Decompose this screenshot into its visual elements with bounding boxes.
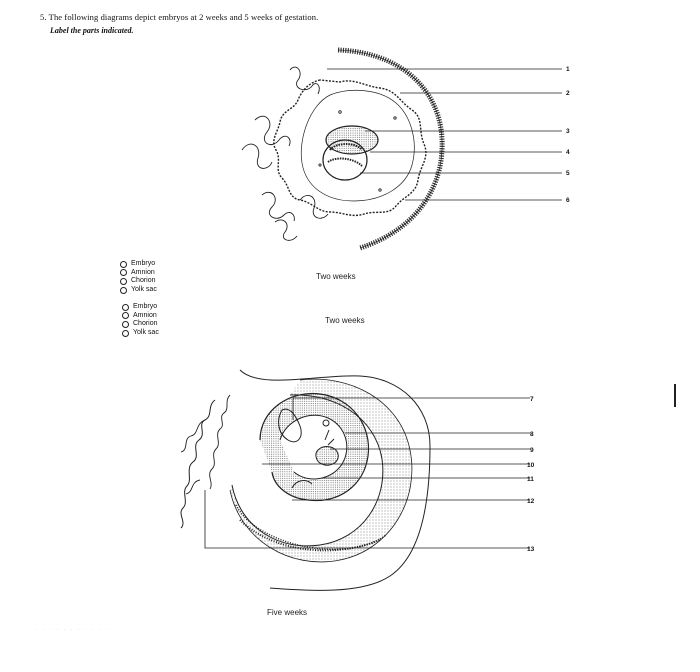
five-weeks-caption: Five weeks — [267, 608, 308, 617]
two-weeks-caption: Two weeks — [316, 272, 356, 281]
label-4: 4 — [566, 149, 570, 156]
label-2: 2 — [566, 90, 570, 97]
option-chorion[interactable]: Chorion — [120, 277, 157, 286]
option-embryo[interactable]: Embryo — [122, 303, 159, 312]
option-amnion[interactable]: Amnion — [120, 269, 157, 278]
label-9: 9 — [530, 447, 534, 454]
footer-text: · · · · · · · · · · · — [36, 628, 109, 633]
label-11: 11 — [527, 476, 534, 483]
radio-button[interactable] — [122, 330, 129, 337]
text-cursor — [674, 384, 676, 407]
label-10: 10 — [527, 462, 535, 469]
radio-button[interactable] — [122, 321, 129, 328]
instruction-text: Label the parts indicated. — [50, 26, 134, 35]
option-amnion[interactable]: Amnion — [122, 312, 159, 321]
option-chorion[interactable]: Chorion — [122, 320, 159, 329]
answer-group-2-caption: Two weeks — [325, 316, 365, 325]
label-13: 13 — [527, 546, 535, 553]
option-yolk-sac[interactable]: Yolk sac — [120, 286, 157, 295]
radio-button[interactable] — [122, 304, 129, 311]
two-weeks-diagram — [242, 50, 562, 248]
option-yolk-sac[interactable]: Yolk sac — [122, 329, 159, 338]
radio-button[interactable] — [120, 261, 127, 268]
label-1: 1 — [566, 66, 570, 73]
two-weeks-label-numbers — [566, 66, 570, 204]
radio-button[interactable] — [120, 269, 127, 276]
answer-group-2 — [122, 303, 159, 337]
label-7: 7 — [530, 396, 534, 403]
five-weeks-diagram — [181, 370, 530, 590]
label-3: 3 — [566, 128, 570, 135]
question-text: 5. The following diagrams depict embryos at 2 weeks and 5 weeks of gestation. — [40, 12, 319, 22]
radio-button[interactable] — [120, 278, 127, 285]
label-12: 12 — [527, 498, 535, 505]
label-5: 5 — [566, 170, 570, 177]
radio-button[interactable] — [122, 312, 129, 319]
five-weeks-label-numbers — [527, 396, 535, 553]
radio-button[interactable] — [120, 287, 127, 294]
label-8: 8 — [530, 431, 534, 438]
label-6: 6 — [566, 197, 570, 204]
option-embryo[interactable]: Embryo — [120, 260, 157, 269]
answer-group-1 — [120, 260, 157, 294]
